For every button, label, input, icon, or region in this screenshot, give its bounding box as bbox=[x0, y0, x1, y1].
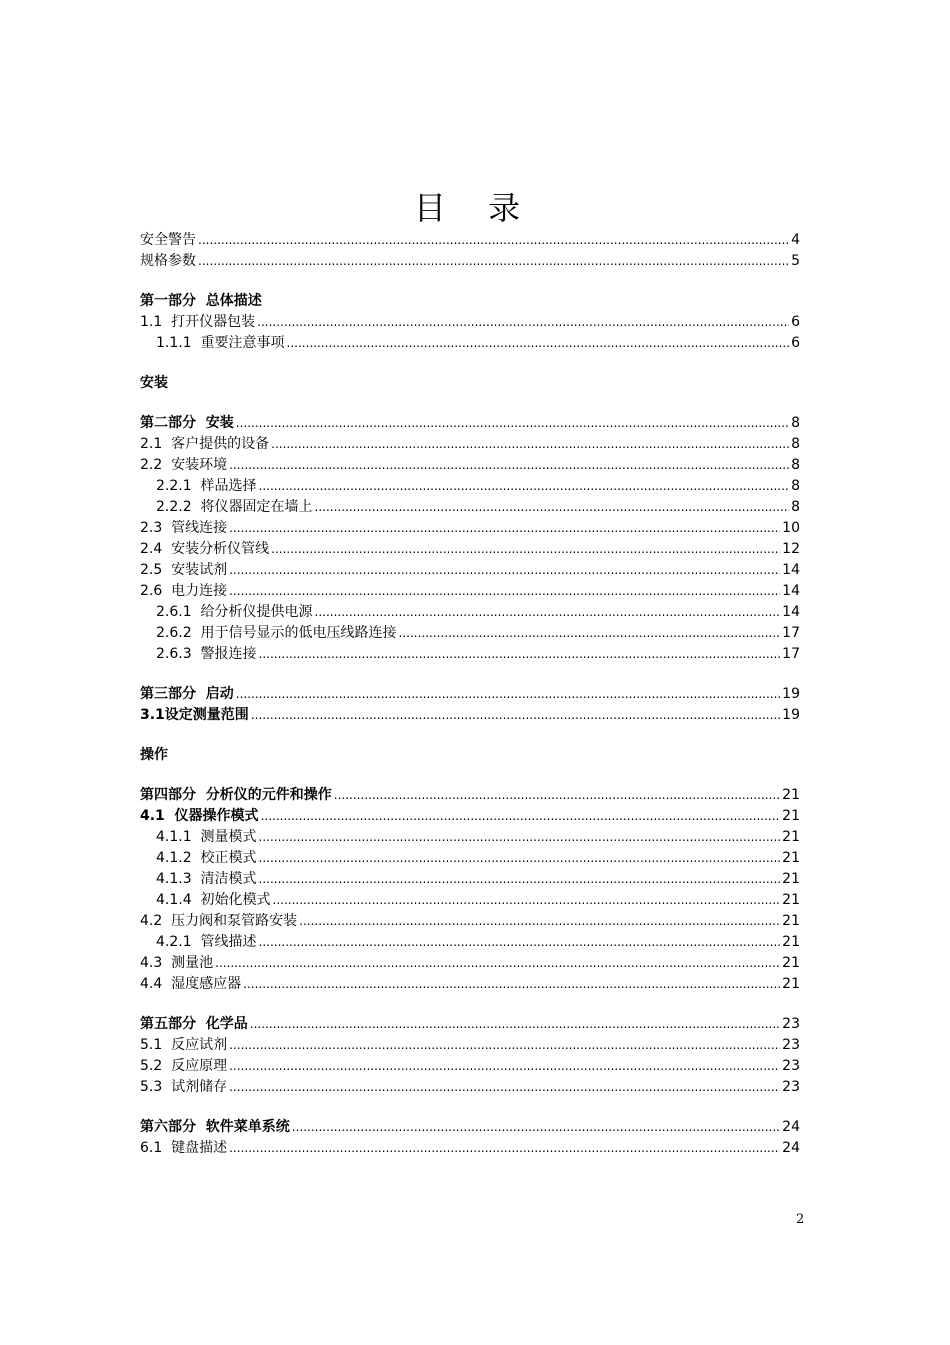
toc-entry-page: 23 bbox=[782, 1016, 800, 1032]
leader-dots bbox=[243, 974, 780, 995]
toc-entry bbox=[140, 413, 800, 434]
leader-dots bbox=[257, 312, 789, 333]
toc-entry-text: 第三部分 启动 bbox=[140, 686, 234, 702]
leader-dots bbox=[229, 518, 780, 539]
toc-entry bbox=[140, 705, 800, 726]
toc-entry bbox=[140, 869, 800, 890]
toc-entry-page: 19 bbox=[782, 686, 800, 702]
page-title: 目 录 bbox=[413, 189, 537, 227]
toc-entry-page: 8 bbox=[791, 478, 800, 494]
toc-entry bbox=[140, 230, 800, 251]
toc-entry-text: 2.5 安装试剂 bbox=[140, 562, 228, 578]
toc-entry bbox=[140, 602, 800, 623]
toc-entry bbox=[140, 312, 800, 333]
toc-entry-text: 4.2.1 管线描述 bbox=[156, 934, 257, 950]
toc-entry-text: 2.2.1 样品选择 bbox=[156, 478, 257, 494]
leader-dots bbox=[315, 497, 790, 518]
toc-entry-text: 第二部分 安装 bbox=[140, 415, 234, 431]
toc-entry-page: 8 bbox=[791, 499, 800, 515]
toc-entry bbox=[140, 1014, 800, 1035]
toc-entry-text: 6.1 键盘描述 bbox=[140, 1140, 228, 1156]
toc-entry-page: 14 bbox=[782, 562, 800, 578]
toc-entry bbox=[140, 560, 800, 581]
leader-dots bbox=[271, 434, 789, 455]
leader-dots bbox=[271, 539, 780, 560]
toc-entry-text: 2.2 安装环境 bbox=[140, 457, 228, 473]
toc-entry-page: 23 bbox=[782, 1079, 800, 1095]
toc-entry-page: 5 bbox=[791, 253, 800, 269]
leader-dots bbox=[287, 333, 790, 354]
toc-entry-text: 安全警告 bbox=[140, 232, 196, 248]
toc-entry-page: 21 bbox=[782, 808, 800, 824]
toc-entry-text: 4.1.3 清洁模式 bbox=[156, 871, 257, 887]
toc-entry-page: 23 bbox=[782, 1058, 800, 1074]
toc-entry-text: 4.3 测量池 bbox=[140, 955, 214, 971]
toc-group-heading: 操作 bbox=[140, 747, 168, 763]
toc-entry-page: 12 bbox=[782, 541, 800, 557]
toc-entry-text: 4.1.4 初始化模式 bbox=[156, 892, 271, 908]
toc-entry-page: 6 bbox=[791, 335, 800, 351]
leader-dots bbox=[229, 1138, 780, 1159]
toc-entry bbox=[140, 497, 800, 518]
page-number: 2 bbox=[796, 1212, 805, 1227]
leader-dots bbox=[250, 1014, 780, 1035]
leader-dots bbox=[229, 1056, 780, 1077]
toc-entry bbox=[140, 581, 800, 602]
toc-entry-text: 2.2.2 将仪器固定在墙上 bbox=[156, 499, 313, 515]
toc-entry-page: 10 bbox=[782, 520, 800, 536]
toc-entry-text: 5.3 试剂储存 bbox=[140, 1079, 228, 1095]
toc-entry-page: 24 bbox=[782, 1119, 800, 1135]
leader-dots bbox=[198, 230, 789, 251]
toc-entry-text: 规格参数 bbox=[140, 253, 196, 269]
toc-entry-text: 4.2 压力阀和泵管路安装 bbox=[140, 913, 298, 929]
leader-dots bbox=[334, 785, 780, 806]
toc-entry-page: 6 bbox=[791, 314, 800, 330]
toc-entry-page: 21 bbox=[782, 787, 800, 803]
toc-entry-text: 2.4 安装分析仪管线 bbox=[140, 541, 270, 557]
toc-entry bbox=[140, 974, 800, 995]
toc-entry bbox=[140, 806, 800, 827]
toc-entry-page: 21 bbox=[782, 934, 800, 950]
toc-entry bbox=[140, 1117, 800, 1138]
leader-dots bbox=[229, 1035, 780, 1056]
toc-entry-text: 4.1.1 测量模式 bbox=[156, 829, 257, 845]
leader-dots bbox=[299, 911, 780, 932]
toc-entry bbox=[140, 1056, 800, 1077]
toc-entry-page: 21 bbox=[782, 955, 800, 971]
toc-entry-page: 21 bbox=[782, 850, 800, 866]
toc-entry bbox=[140, 476, 800, 497]
toc-entry-text: 2.6.1 给分析仪提供电源 bbox=[156, 604, 313, 620]
toc-entry-page: 21 bbox=[782, 913, 800, 929]
toc-entry bbox=[140, 684, 800, 705]
toc-entry-page: 14 bbox=[782, 583, 800, 599]
toc-entry-text: 2.3 管线连接 bbox=[140, 520, 228, 536]
leader-dots bbox=[229, 1077, 780, 1098]
toc-entry-text: 第四部分 分析仪的元件和操作 bbox=[140, 787, 332, 803]
toc-entry-page: 23 bbox=[782, 1037, 800, 1053]
toc-entry-page: 8 bbox=[791, 415, 800, 431]
toc-entry-page: 24 bbox=[782, 1140, 800, 1156]
toc-entry bbox=[140, 932, 800, 953]
toc-entry-text: 4.4 湿度感应器 bbox=[140, 976, 242, 992]
leader-dots bbox=[259, 848, 781, 869]
toc-entry-page: 8 bbox=[791, 457, 800, 473]
toc-entry-page: 8 bbox=[791, 436, 800, 452]
toc-entry-page: 17 bbox=[782, 625, 800, 641]
leader-dots bbox=[259, 644, 781, 665]
leader-dots bbox=[229, 560, 780, 581]
toc-entry bbox=[140, 644, 800, 665]
toc-entry bbox=[140, 848, 800, 869]
toc-entry-text: 2.6.2 用于信号显示的低电压线路连接 bbox=[156, 625, 397, 641]
leader-dots bbox=[236, 684, 780, 705]
toc-entry bbox=[140, 434, 800, 455]
leader-dots bbox=[215, 953, 780, 974]
leader-dots bbox=[259, 869, 781, 890]
toc-entry bbox=[140, 1035, 800, 1056]
toc-entry bbox=[140, 1077, 800, 1098]
leader-dots bbox=[259, 476, 790, 497]
toc-entry-page: 21 bbox=[782, 871, 800, 887]
toc-entry bbox=[140, 827, 800, 848]
leader-dots bbox=[198, 251, 789, 272]
toc-entry bbox=[140, 953, 800, 974]
leader-dots bbox=[399, 623, 781, 644]
leader-dots bbox=[315, 602, 781, 623]
toc-entry-text: 第五部分 化学品 bbox=[140, 1016, 248, 1032]
toc-entry bbox=[140, 911, 800, 932]
toc-entry-page: 21 bbox=[782, 829, 800, 845]
toc-entry-text: 1.1.1 重要注意事项 bbox=[156, 335, 285, 351]
leader-dots bbox=[259, 827, 781, 848]
leader-dots bbox=[236, 413, 789, 434]
toc-group-heading: 安装 bbox=[140, 375, 168, 391]
toc-entry-text: 4.1.2 校正模式 bbox=[156, 850, 257, 866]
leader-dots bbox=[261, 806, 781, 827]
leader-dots bbox=[259, 932, 781, 953]
toc-entry-text: 5.2 反应原理 bbox=[140, 1058, 228, 1074]
toc-entry bbox=[140, 455, 800, 476]
leader-dots bbox=[273, 890, 781, 911]
toc-entry bbox=[140, 623, 800, 644]
toc-entry-text: 4.1 仪器操作模式 bbox=[140, 808, 259, 824]
toc-entry-text: 2.6 电力连接 bbox=[140, 583, 228, 599]
toc-entry-page: 17 bbox=[782, 646, 800, 662]
toc-entry-text: 3.1设定测量范围 bbox=[140, 707, 249, 723]
leader-dots bbox=[251, 705, 780, 726]
toc-entry-text: 第六部分 软件菜单系统 bbox=[140, 1119, 290, 1135]
toc-entry-page: 21 bbox=[782, 892, 800, 908]
leader-dots bbox=[229, 581, 780, 602]
toc-entry-page: 14 bbox=[782, 604, 800, 620]
leader-dots bbox=[292, 1117, 780, 1138]
toc-section-heading: 第一部分 总体描述 bbox=[140, 293, 262, 309]
toc-entry-text: 1.1 打开仪器包装 bbox=[140, 314, 256, 330]
toc-entry bbox=[140, 251, 800, 272]
table-of-contents bbox=[140, 230, 800, 1159]
toc-entry bbox=[140, 518, 800, 539]
toc-entry bbox=[140, 333, 800, 354]
toc-entry-page: 19 bbox=[782, 707, 800, 723]
toc-entry-text: 5.1 反应试剂 bbox=[140, 1037, 228, 1053]
leader-dots bbox=[229, 455, 789, 476]
toc-entry bbox=[140, 539, 800, 560]
toc-entry bbox=[140, 785, 800, 806]
toc-entry-page: 21 bbox=[782, 976, 800, 992]
toc-entry-text: 2.1 客户提供的设备 bbox=[140, 436, 270, 452]
toc-entry-page: 4 bbox=[791, 232, 800, 248]
toc-entry bbox=[140, 890, 800, 911]
toc-entry-text: 2.6.3 警报连接 bbox=[156, 646, 257, 662]
toc-entry bbox=[140, 1138, 800, 1159]
